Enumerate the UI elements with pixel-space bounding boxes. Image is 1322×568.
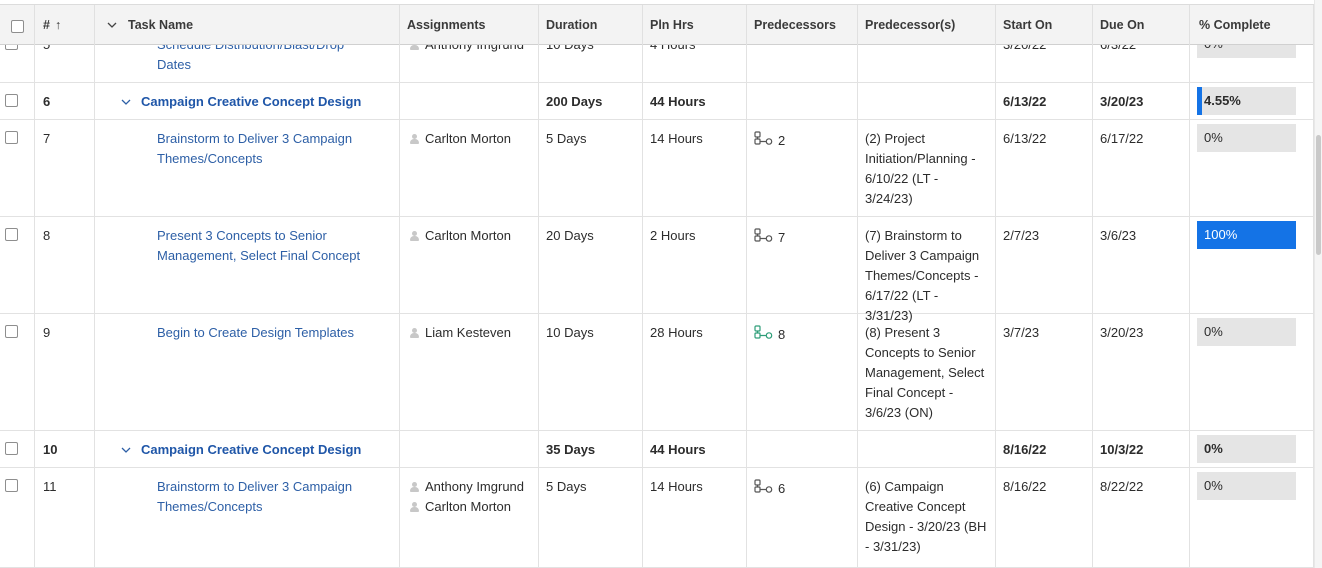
row-checkbox[interactable]	[5, 325, 18, 338]
duration-value: 200 Days	[546, 94, 603, 109]
row-select-cell	[0, 217, 35, 313]
header-predecessor-s-label: Predecessor(s)	[865, 18, 956, 32]
header-pln-hrs-label: Pln Hrs	[650, 18, 694, 32]
start-on-cell[interactable]	[996, 314, 1093, 430]
due-date: 8/22/22	[1100, 479, 1144, 494]
predecessor-detail-cell	[858, 217, 996, 323]
task-name-cell	[95, 431, 400, 467]
assignee-name: Carlton Morton	[425, 131, 511, 146]
percent-complete-value: 4.55%	[1204, 93, 1241, 108]
assignments-cell	[400, 431, 539, 467]
vertical-scrollbar[interactable]	[1314, 0, 1322, 568]
dependency-link-icon	[754, 228, 778, 248]
header-predecessors[interactable]	[747, 5, 858, 45]
predecessor-detail-line: Initiation/Planning -	[865, 151, 976, 166]
row-select-cell	[0, 120, 35, 216]
due-date: 3/20/23	[1100, 325, 1144, 340]
due-date: 3/6/23	[1100, 228, 1137, 243]
row-checkbox[interactable]	[5, 228, 18, 241]
due-on-cell[interactable]	[1093, 468, 1190, 567]
assignments-cell	[400, 468, 539, 567]
due-on-cell[interactable]	[1093, 431, 1190, 467]
task-row[interactable]	[0, 120, 1314, 217]
predecessor-detail-line: Creative Concept	[865, 499, 966, 514]
header-start-on-label: Start On	[1003, 18, 1053, 32]
predecessor-detail-line: (6) Campaign	[865, 479, 944, 494]
task-name-link[interactable]: Brainstorm to Deliver 3 Campaign	[157, 131, 353, 146]
assignee-name: Carlton Morton	[425, 499, 511, 514]
planned-hours-value: 14 Hours	[650, 131, 703, 146]
header-number-label: #	[43, 18, 50, 32]
assignee-name: Liam Kesteven	[425, 325, 511, 340]
predecessor-detail-line: - 3/31/23)	[865, 539, 921, 554]
planned-hours-value: 44 Hours	[650, 442, 706, 457]
task-number-cell	[35, 83, 95, 119]
planned-hours-cell[interactable]	[643, 83, 747, 119]
duration-value: 10 Days	[546, 325, 594, 340]
header-duration-label: Duration	[546, 18, 598, 32]
duration-value: 5 Days	[546, 479, 587, 494]
assignee[interactable]	[410, 477, 531, 497]
percent-complete-value: 0%	[1204, 130, 1223, 145]
predecessor-detail-line: Concepts to Senior	[865, 345, 976, 360]
task-row[interactable]	[0, 314, 1314, 431]
predecessor-detail-line: Themes/Concepts -	[865, 268, 979, 283]
task-name-link[interactable]: Management, Select Final Concept	[157, 248, 361, 263]
dependency-link-icon	[754, 479, 778, 499]
user-icon	[410, 328, 419, 338]
start-on-cell[interactable]	[996, 217, 1093, 313]
header-start-on[interactable]	[996, 5, 1093, 45]
predecessor-number[interactable]: 2	[778, 133, 786, 148]
predecessors-cell[interactable]	[747, 314, 858, 430]
row-checkbox[interactable]	[5, 94, 18, 107]
duration-cell[interactable]	[539, 468, 643, 567]
start-date: 8/16/22	[1003, 479, 1047, 494]
dependency-link-icon	[754, 325, 778, 345]
duration-cell[interactable]	[539, 431, 643, 467]
percent-complete-value: 0%	[1204, 441, 1223, 456]
start-on-cell[interactable]	[996, 83, 1093, 119]
planned-hours-value: 14 Hours	[650, 479, 703, 494]
task-name-cell	[95, 217, 400, 313]
percent-complete-value: 0%	[1204, 324, 1223, 339]
task-row[interactable]	[0, 468, 1314, 568]
start-date: 6/13/22	[1003, 94, 1047, 109]
task-number-cell	[35, 314, 95, 430]
start-date: 3/7/23	[1003, 325, 1040, 340]
header-duration[interactable]	[539, 5, 643, 45]
header-task-name-label: Task Name	[128, 18, 194, 32]
percent-complete-bar[interactable]	[1197, 318, 1296, 346]
predecessor-detail-line: Deliver 3 Campaign	[865, 248, 980, 263]
header-predecessors-label: Predecessors	[754, 18, 837, 32]
percent-complete-value: 0%	[1204, 478, 1223, 493]
assignee[interactable]	[410, 497, 531, 517]
select-all-checkbox[interactable]	[11, 20, 24, 33]
grid-body	[0, 45, 1314, 568]
header-pln-hrs[interactable]	[643, 5, 747, 45]
header-assignments[interactable]	[400, 5, 539, 45]
row-select-cell	[0, 468, 35, 567]
start-on-cell[interactable]	[996, 120, 1093, 216]
header-percent-complete[interactable]	[1190, 5, 1314, 45]
predecessor-detail-line: Design - 3/20/23 (BH	[865, 519, 987, 534]
task-number-cell	[35, 120, 95, 216]
header-task-name[interactable]	[95, 5, 400, 45]
predecessors-cell[interactable]	[747, 431, 858, 467]
task-name-cell	[95, 83, 400, 119]
task-number-cell	[35, 217, 95, 313]
row-checkbox[interactable]	[5, 131, 18, 144]
predecessors-cell[interactable]	[747, 468, 858, 567]
duration-value: 35 Days	[546, 442, 596, 457]
duration-cell[interactable]	[539, 217, 643, 313]
predecessor-detail-line: 3/24/23)	[865, 191, 913, 206]
assignee[interactable]	[410, 226, 531, 246]
due-on-cell[interactable]	[1093, 217, 1190, 313]
assignee[interactable]	[410, 323, 531, 343]
predecessors-cell[interactable]	[747, 120, 858, 216]
assignee-name: Carlton Morton	[425, 228, 511, 243]
due-date: 6/17/22	[1100, 131, 1144, 146]
header-due-on-label: Due On	[1100, 18, 1145, 32]
due-on-cell[interactable]	[1093, 314, 1190, 430]
planned-hours-cell[interactable]	[643, 120, 747, 216]
row-select-cell	[0, 83, 35, 119]
task-number-cell	[35, 431, 95, 467]
collapse-chevron-icon[interactable]	[121, 445, 131, 455]
planned-hours-value: 28 Hours	[650, 325, 703, 340]
user-icon	[410, 502, 419, 512]
scrollbar-thumb[interactable]	[1316, 135, 1321, 255]
planned-hours-value: 44 Hours	[650, 94, 706, 109]
header-select-all	[0, 5, 35, 45]
start-date: 2/7/23	[1003, 228, 1040, 243]
due-date: 3/20/23	[1100, 94, 1144, 109]
percent-complete-value: 100%	[1204, 227, 1238, 242]
predecessor-detail-line: 3/6/23 (ON)	[865, 405, 933, 420]
header-predecessor-s[interactable]	[858, 5, 996, 45]
planned-hours-cell[interactable]	[643, 468, 747, 567]
row-select-cell	[0, 314, 35, 430]
summary-task-row[interactable]	[0, 83, 1314, 120]
predecessor-detail-line: Final Concept -	[865, 385, 954, 400]
predecessor-detail-line: 6/17/22 (LT - 3/31/23)	[865, 288, 939, 323]
task-number: 10	[43, 442, 58, 457]
predecessor-detail-cell	[858, 468, 996, 567]
duration-cell[interactable]	[539, 83, 643, 119]
task-name-cell	[95, 120, 400, 216]
percent-complete-bar[interactable]	[1197, 87, 1296, 115]
duration-cell[interactable]	[539, 120, 643, 216]
user-icon	[410, 482, 419, 492]
task-number: 11	[43, 479, 57, 494]
percent-complete-cell[interactable]	[1190, 314, 1314, 430]
dependency-link-icon	[754, 131, 778, 151]
start-on-cell[interactable]	[996, 468, 1093, 567]
predecessor-detail-line: Management, Select	[865, 365, 985, 380]
planned-hours-value: 2 Hours	[650, 228, 696, 243]
percent-complete-bar[interactable]	[1197, 435, 1296, 463]
row-select-cell	[0, 431, 35, 467]
predecessor-detail-line: (7) Brainstorm to	[865, 228, 962, 243]
grid-header	[0, 4, 1314, 45]
due-date: 10/3/22	[1100, 442, 1144, 457]
task-name-link[interactable]: Campaign Creative Concept Design	[141, 442, 362, 457]
task-number: 8	[43, 228, 51, 243]
assignee[interactable]	[410, 129, 531, 149]
task-name-link[interactable]: Dates	[157, 57, 191, 72]
assignments-cell	[400, 83, 539, 119]
task-name-link[interactable]: Present 3 Concepts to Senior	[157, 228, 327, 243]
header-due-on[interactable]	[1093, 5, 1190, 45]
user-icon	[410, 134, 419, 144]
percent-complete-cell[interactable]	[1190, 83, 1314, 119]
start-date: 6/13/22	[1003, 131, 1047, 146]
predecessor-number[interactable]: 7	[778, 230, 786, 245]
start-date: 8/16/22	[1003, 442, 1047, 457]
due-on-cell[interactable]	[1093, 120, 1190, 216]
predecessor-detail-cell	[858, 83, 996, 119]
collapse-all-chevron-icon[interactable]	[107, 20, 117, 30]
header-percent-complete-label: % Complete	[1199, 18, 1271, 32]
task-name-cell	[95, 468, 400, 567]
assignments-cell	[400, 314, 539, 430]
assignee-name: Anthony Imgrund	[425, 479, 525, 494]
duration-value: 5 Days	[546, 131, 587, 146]
row-checkbox[interactable]	[5, 479, 18, 492]
duration-cell[interactable]	[539, 314, 643, 430]
assignments-cell	[400, 120, 539, 216]
predecessor-detail-line: (8) Present 3	[865, 325, 941, 340]
planned-hours-cell[interactable]	[643, 217, 747, 313]
due-on-cell[interactable]	[1093, 83, 1190, 119]
user-icon	[410, 231, 419, 241]
percent-complete-cell[interactable]	[1190, 468, 1314, 567]
predecessors-cell[interactable]	[747, 217, 858, 313]
task-number: 9	[43, 325, 51, 340]
predecessor-detail-line: 6/10/22 (LT -	[865, 171, 939, 186]
start-on-cell[interactable]	[996, 431, 1093, 467]
predecessor-detail-line: (2) Project	[865, 131, 925, 146]
header-number[interactable]	[35, 5, 95, 45]
task-name-link[interactable]: Themes/Concepts	[157, 499, 263, 514]
collapse-chevron-icon[interactable]	[121, 97, 131, 107]
task-name-link[interactable]: Brainstorm to Deliver 3 Campaign	[157, 479, 353, 494]
duration-value: 20 Days	[546, 228, 594, 243]
percent-complete-cell[interactable]	[1190, 120, 1314, 216]
header-assignments-label: Assignments	[407, 18, 486, 32]
task-name-link[interactable]: Themes/Concepts	[157, 151, 263, 166]
planned-hours-cell[interactable]	[643, 314, 747, 430]
summary-task-row[interactable]	[0, 431, 1314, 468]
task-number-cell	[35, 468, 95, 567]
predecessor-detail-cell	[858, 431, 996, 467]
predecessor-number[interactable]: 6	[778, 481, 786, 496]
planned-hours-cell[interactable]	[643, 431, 747, 467]
sort-ascending-icon[interactable]: ↑	[54, 18, 62, 32]
predecessor-detail-cell	[858, 314, 996, 430]
percent-complete-cell[interactable]	[1190, 217, 1314, 313]
predecessors-cell[interactable]	[747, 83, 858, 119]
percent-complete-bar[interactable]	[1197, 124, 1296, 152]
row-checkbox[interactable]	[5, 442, 18, 455]
task-name-link[interactable]: Campaign Creative Concept Design	[141, 94, 362, 109]
predecessor-detail-cell	[858, 120, 996, 216]
assignments-cell	[400, 217, 539, 313]
task-number: 7	[43, 131, 51, 146]
percent-complete-cell[interactable]	[1190, 431, 1314, 467]
predecessor-number[interactable]: 8	[778, 327, 786, 342]
percent-complete-bar[interactable]	[1197, 221, 1296, 249]
task-row[interactable]	[0, 217, 1314, 323]
task-number: 6	[43, 94, 51, 109]
task-name-link[interactable]: Begin to Create Design Templates	[157, 325, 355, 340]
percent-complete-bar[interactable]	[1197, 472, 1296, 500]
task-name-cell	[95, 314, 400, 430]
